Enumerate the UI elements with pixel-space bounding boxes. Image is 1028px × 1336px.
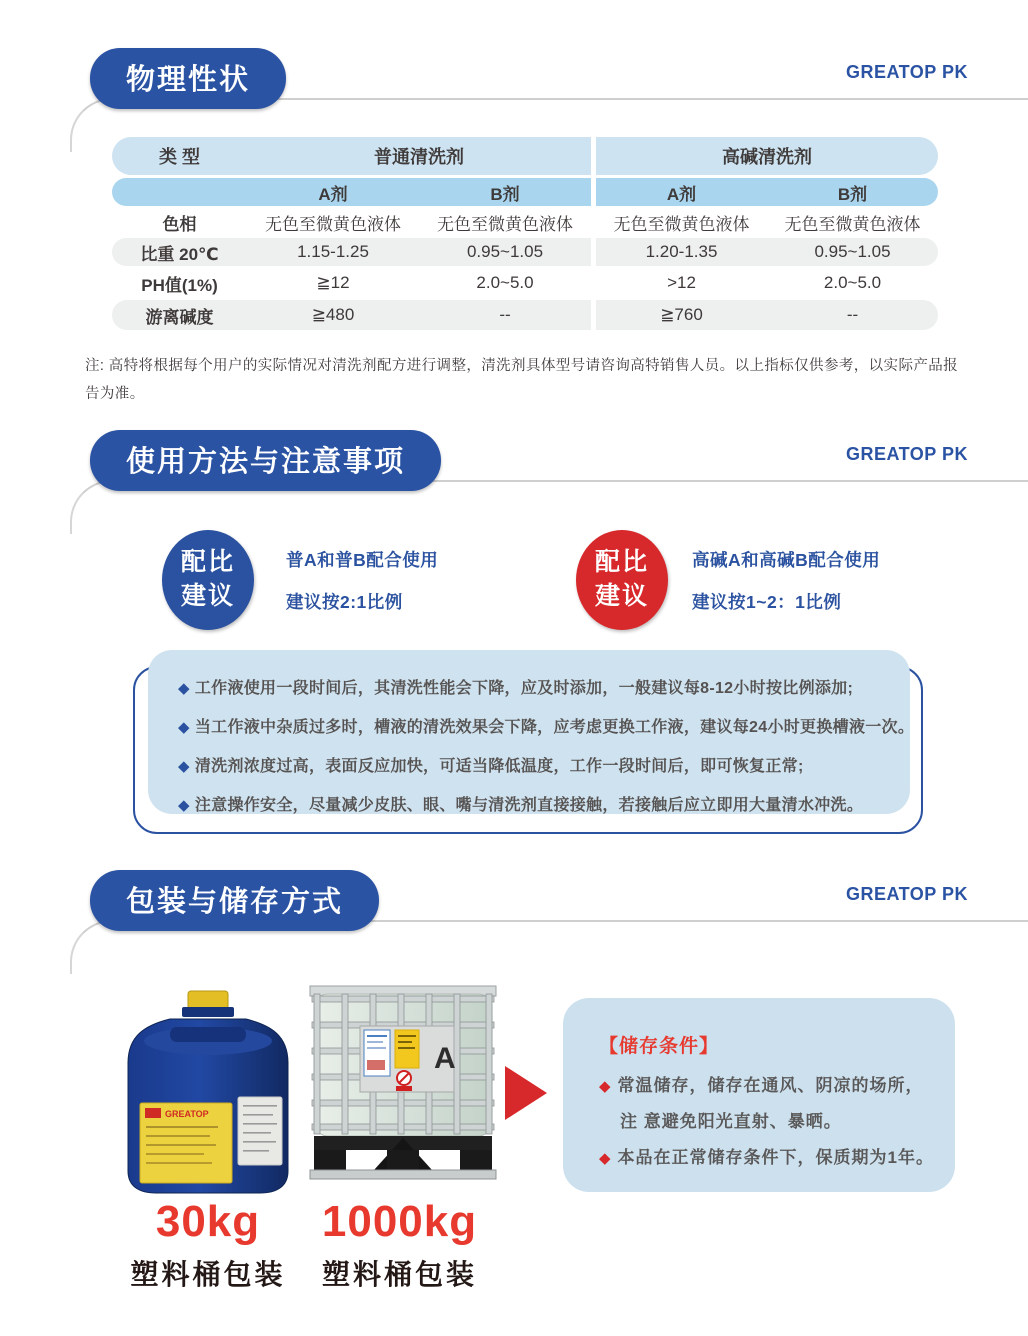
ratio-desc-line1: 普A和普B配合使用	[286, 550, 439, 570]
col-header-agent-a1: A剂	[318, 184, 348, 204]
cell-value: ≧760	[660, 305, 703, 324]
agents-right	[596, 178, 938, 206]
badge-text-line2: 建议	[180, 582, 235, 610]
product-weight: 1000kg	[321, 1197, 478, 1246]
storage-text: 常温储存，储存在通风、阴凉的场所，	[617, 1076, 924, 1095]
brand-greatop-pk: GREATOP PK	[845, 444, 968, 464]
table-footnote: 注: 高特将根据每个用户的实际情况对清洗剂配方进行调整，清洗剂具体型号请咨询高特销售人员。以上指标仅供参考，以实际产品报告为准。	[85, 358, 959, 403]
arrow-right-icon	[505, 1066, 547, 1120]
tip-text: 注意操作安全，尽量减少皮肤、眼、嘴与清洗剂直接接触，若接触后应立即用大量清水冲洗。	[194, 797, 864, 814]
table-header-agents	[112, 178, 938, 206]
cell-value: 无色至微黄色液体	[437, 214, 573, 234]
tips-panel	[148, 650, 915, 814]
col-header-agent-a2: A剂	[666, 184, 697, 204]
tip-text: 当工作液中杂质过多时，槽液的清洗效果会下降，应考虑更换工作液，建议每24小时更换槽液一次。	[194, 719, 915, 736]
row-right	[596, 206, 938, 238]
storage-conditions-panel	[563, 998, 955, 1192]
badge-text-line1: 配比	[180, 548, 235, 577]
tip-item	[178, 675, 910, 698]
row-right	[596, 300, 938, 330]
cell-value: 无色至微黄色液体	[784, 214, 921, 234]
cell-value: 无色至微黄色液体	[265, 214, 401, 234]
diamond-icon: ◆	[178, 758, 190, 775]
cell-value: ≧480	[311, 305, 355, 324]
cell-value: 0.95~1.05	[814, 242, 891, 261]
row-left	[112, 238, 591, 266]
storage-item	[599, 1071, 955, 1096]
row-label: 游离碱度	[145, 307, 214, 327]
cell-value: >12	[667, 273, 696, 292]
cell-value: 2.0~5.0	[476, 273, 534, 292]
ratio-desc-blue	[286, 547, 438, 631]
row-label: PH值(1%)	[141, 275, 218, 295]
row-left	[112, 300, 591, 330]
product-package-type: 塑料桶包装	[130, 1259, 286, 1290]
row-left	[112, 266, 591, 300]
product-package-type: 塑料桶包装	[321, 1259, 477, 1290]
jerry-can-30kg-image	[112, 985, 304, 1205]
cell-value: 1.20-1.35	[645, 242, 718, 261]
table-row-ph	[112, 266, 938, 300]
col-header-agent-b1: B剂	[490, 184, 520, 204]
ratio-badge-blue	[162, 530, 254, 630]
row-right	[596, 266, 938, 300]
badge-text-line2: 建议	[594, 582, 649, 610]
ratio-desc-line1: 高碱A和高碱B配合使用	[692, 550, 881, 570]
diamond-icon: ◆	[599, 1150, 612, 1167]
diamond-icon: ◆	[178, 719, 190, 736]
ratio-desc-line2: 建议按1~2：1比例	[692, 592, 842, 612]
section-title-packaging: 包装与储存方式	[90, 870, 379, 931]
col-header-agent-b2: B剂	[837, 184, 868, 204]
agents-left	[112, 178, 591, 206]
cell-value: 1.15-1.25	[297, 242, 369, 261]
ibc-tote-1000kg-image	[302, 982, 504, 1205]
product-weight: 30kg	[155, 1197, 261, 1246]
tip-text: 工作液使用一段时间后，其清洗性能会下降，应及时添加，一般建议每8-12小时按比例添加;	[194, 680, 854, 697]
cell-value: 0.95~1.05	[466, 242, 544, 261]
table-row-specific-gravity	[112, 238, 938, 266]
ratio-desc-line2: 建议按2:1比例	[286, 592, 403, 612]
col-header-ordinary-cleaner: 普通清洗剂	[374, 147, 464, 167]
tip-item	[178, 753, 910, 776]
cell-value: --	[499, 305, 511, 324]
col-header-high-alkali-cleaner: 高碱清洗剂	[722, 147, 812, 167]
product-1000kg-caption	[292, 1197, 507, 1293]
tip-text: 清洗剂浓度过高，表面反应加快，可适当降低温度，工作一段时间后，即可恢复正常;	[194, 758, 804, 775]
diamond-icon: ◆	[599, 1078, 612, 1095]
section-title-usage: 使用方法与注意事项	[90, 430, 441, 491]
row-right	[596, 238, 938, 266]
col-header-type: 类 型	[158, 147, 200, 167]
cell-value: ≧12	[316, 273, 350, 292]
storage-title: 【储存条件】	[599, 1036, 720, 1057]
cell-value: 2.0~5.0	[823, 273, 882, 292]
product-30kg-caption	[118, 1197, 298, 1293]
badge-text-line1: 配比	[594, 548, 649, 577]
diamond-icon: ◆	[178, 680, 190, 697]
cell-value: --	[846, 305, 859, 324]
brand-greatop-pk: GREATOP PK	[845, 884, 968, 904]
tip-item	[178, 792, 910, 815]
table-row-hue	[112, 206, 938, 238]
cell-value: 无色至微黄色液体	[613, 214, 750, 234]
can-label-brand: GREATOP	[165, 1109, 209, 1119]
storage-text: 本品在正常储存条件下，保质期为1年。	[617, 1148, 935, 1167]
ratio-badge-red	[576, 530, 668, 630]
row-label: 比重 20℃	[140, 244, 219, 264]
storage-item-continued: 注 意避免阳光直射、暴晒。	[620, 1112, 842, 1131]
brand-greatop-pk: GREATOP PK	[845, 62, 968, 82]
storage-item	[599, 1143, 955, 1168]
row-left	[112, 206, 591, 238]
row-label: 色相	[162, 214, 197, 234]
table-row-free-alkalinity	[112, 300, 938, 330]
ibc-label-letter: A	[434, 1042, 456, 1075]
diamond-icon: ◆	[178, 797, 190, 814]
section-title-physical: 物理性状	[90, 48, 286, 109]
ratio-desc-red	[692, 547, 880, 631]
tip-item	[178, 714, 915, 737]
